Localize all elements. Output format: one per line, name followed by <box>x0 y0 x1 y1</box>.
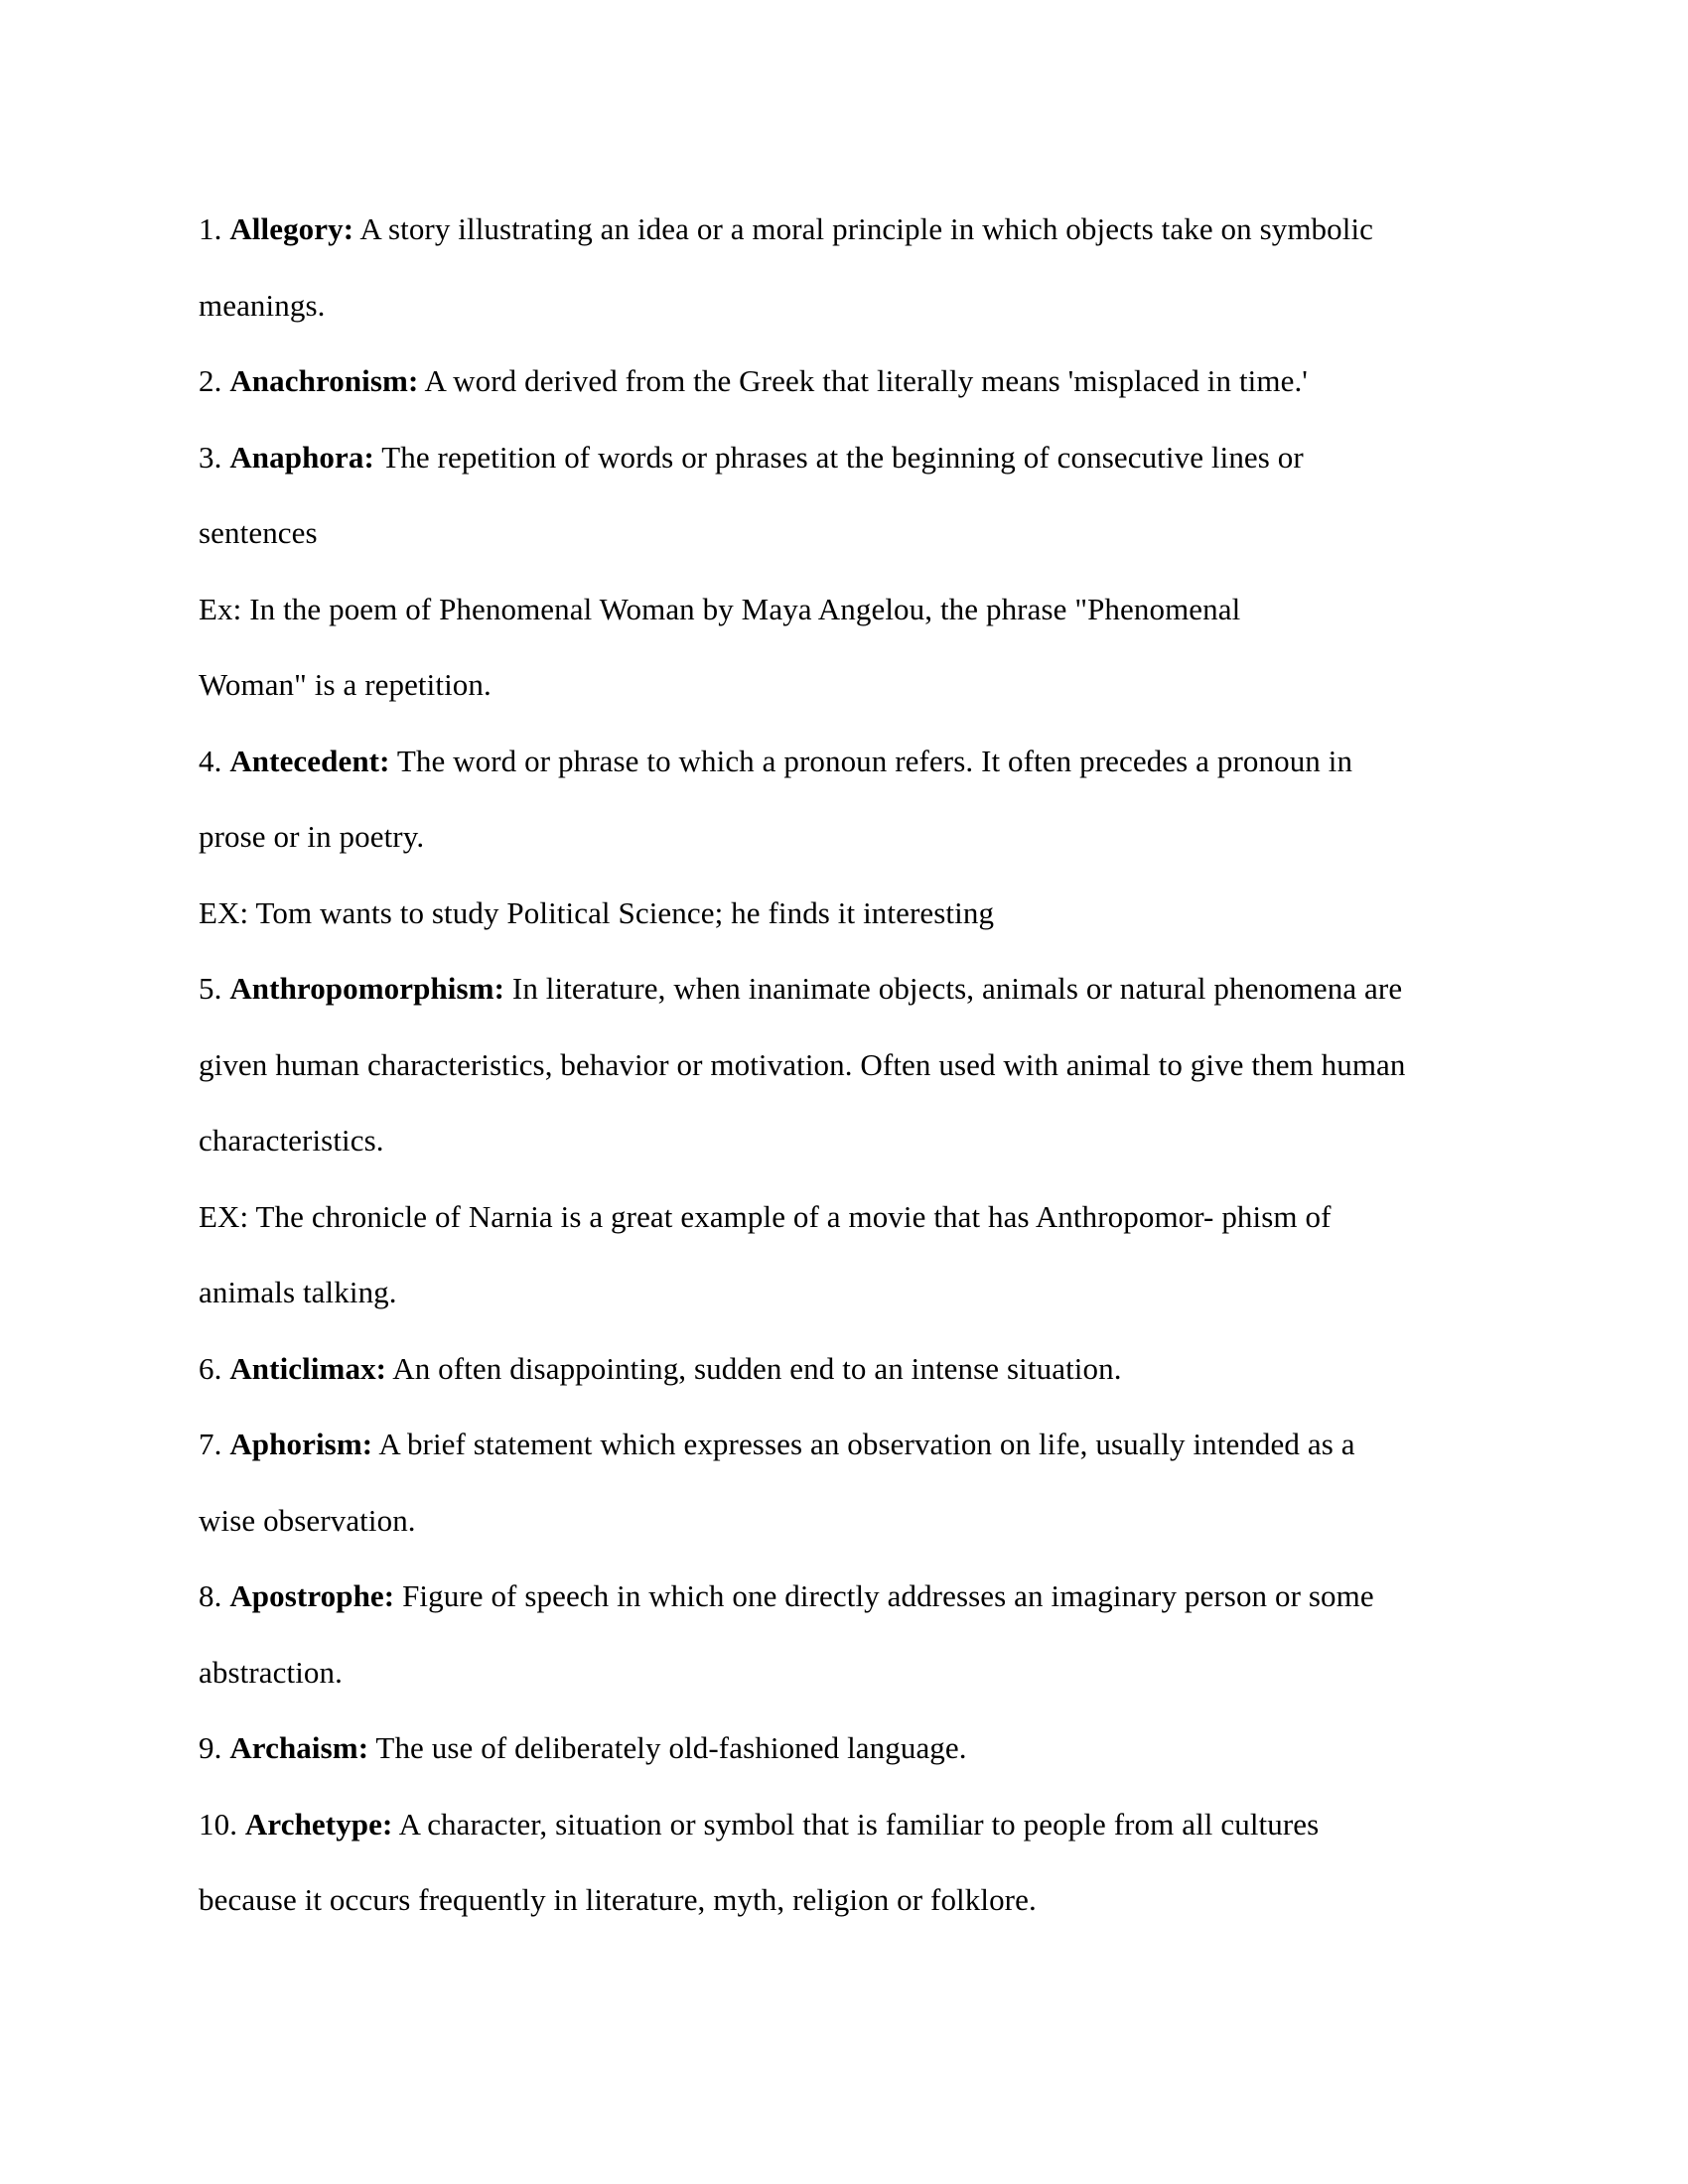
entry-allegory <box>199 192 1499 343</box>
entry-number: 6. <box>199 1350 222 1386</box>
entry-text: A character, situation or symbol that is familiar to people from all cultures <box>398 1806 1320 1842</box>
entry-example: Ex: In the poem of Phenomenal Woman by Maya Angelou, the phrase "Phenomenal <box>199 591 1241 626</box>
entry-first-line <box>199 192 1499 268</box>
entry-number: 5. <box>199 971 222 1006</box>
entry-anthropomorphism <box>199 951 1499 1331</box>
entry-text: An often disappointing, sudden end to an intense situation. <box>392 1350 1122 1386</box>
entry-term: Anachronism: <box>229 363 419 398</box>
entry-number: 8. <box>199 1578 222 1613</box>
entry-text: The word or phrase to which a pronoun refers. It often precedes a pronoun in <box>396 743 1353 778</box>
entry-continuation: sentences <box>199 515 318 550</box>
entry-text: Figure of speech in which one directly addresses an imaginary person or some <box>402 1578 1374 1613</box>
entry-antecedent <box>199 724 1499 952</box>
entry-first-line <box>199 1559 1499 1635</box>
entry-continuation: given human characteristics, behavior or motivation. Often used with animal to give them human <box>199 1046 1406 1082</box>
entry-term: Apostrophe: <box>229 1578 395 1613</box>
entry-example-continuation: animals talking. <box>199 1275 397 1309</box>
entry-text: In literature, when inanimate objects, animals or natural phenomena are <box>511 971 1403 1006</box>
entry-text: A word derived from the Greek that literally means 'misplaced in time.' <box>424 363 1308 398</box>
entry-number: 9. <box>199 1730 222 1765</box>
entry-continuation: prose or in poetry. <box>199 819 425 854</box>
entry-term: Anticlimax: <box>229 1350 387 1386</box>
entry-text: A story illustrating an idea or a moral principle in which objects take on symbolic <box>359 211 1374 246</box>
entry-term: Anaphora: <box>229 439 374 475</box>
entry-term: Antecedent: <box>229 743 390 778</box>
entry-first-line <box>199 1787 1499 1863</box>
entry-anachronism <box>199 343 1499 420</box>
entry-continuation: characteristics. <box>199 1123 384 1158</box>
entry-number: 1. <box>199 211 222 246</box>
entry-example: EX: Tom wants to study Political Science; he finds it interesting <box>199 894 995 930</box>
entry-first-line <box>199 724 1499 800</box>
entry-first-line <box>199 420 1499 496</box>
document-page <box>199 192 1499 1939</box>
entry-term: Archetype: <box>244 1806 393 1842</box>
entry-term: Allegory: <box>229 211 354 246</box>
entry-text: The use of deliberately old-fashioned language. <box>375 1730 967 1765</box>
entry-text: The repetition of words or phrases at the beginning of consecutive lines or <box>381 439 1304 475</box>
entry-aphorism <box>199 1407 1499 1559</box>
entry-number: 4. <box>199 743 222 778</box>
entry-example: EX: The chronicle of Narnia is a great example of a movie that has Anthropomor- phism of <box>199 1198 1332 1234</box>
entry-anticlimax <box>199 1331 1499 1408</box>
entry-first-line <box>199 1710 1499 1787</box>
entry-number: 3. <box>199 439 222 475</box>
entry-term: Archaism: <box>229 1730 369 1765</box>
entry-term: Aphorism: <box>229 1427 373 1461</box>
entry-first-line <box>199 343 1499 420</box>
entry-continuation: meanings. <box>199 287 326 323</box>
entry-continuation: abstraction. <box>199 1654 343 1690</box>
entry-number: 10. <box>199 1806 238 1842</box>
entry-apostrophe <box>199 1559 1499 1710</box>
entry-first-line <box>199 1407 1499 1483</box>
entry-example-continuation: Woman" is a repetition. <box>199 667 492 702</box>
entry-term: Anthropomorphism: <box>229 971 505 1006</box>
entry-anaphora <box>199 420 1499 724</box>
entry-continuation: wise observation. <box>199 1502 416 1538</box>
entry-archaism <box>199 1710 1499 1787</box>
entry-first-line <box>199 1331 1499 1408</box>
entry-first-line <box>199 951 1499 1027</box>
entry-number: 2. <box>199 363 222 398</box>
entry-text: A brief statement which expresses an observation on life, usually intended as a <box>378 1427 1355 1461</box>
entry-continuation: because it occurs frequently in literature, myth, religion or folklore. <box>199 1882 1037 1917</box>
entry-archetype <box>199 1787 1499 1939</box>
entry-number: 7. <box>199 1427 222 1461</box>
